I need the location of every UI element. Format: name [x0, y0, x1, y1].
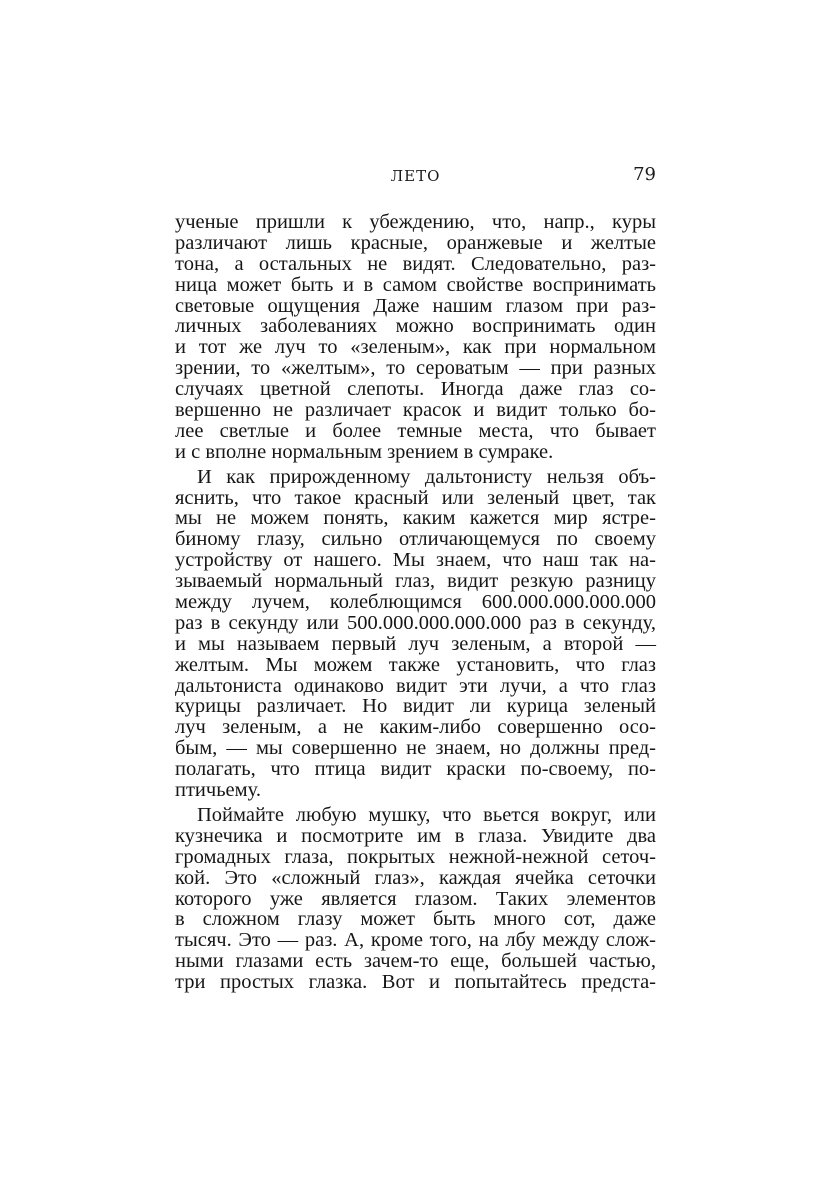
text-line: между лучем, колеблющимся 600.000.000.000.000 — [175, 591, 656, 614]
text-line: которого уже является глазом. Таких элементов — [175, 887, 656, 910]
text-line: кузнечика и посмотрите им в глаза. Увидите два — [175, 824, 656, 847]
text-line: вершенно не различает красок и видит только бо- — [175, 399, 656, 422]
text-line: устройству от нашего. Мы знаем, что наш так на- — [175, 549, 656, 572]
text-line: птичьему. — [175, 779, 261, 802]
text-line: три простых глазка. Вот и попытайтесь предста- — [175, 971, 656, 994]
text-line: Поймайте любую мушку, что вьется вокруг, или — [197, 803, 656, 826]
text-line: и тот же луч то «зеленым», как при нормальном — [175, 336, 656, 359]
text-line: раз в секунду или 500.000.000.000.000 раз в секунду, — [175, 611, 656, 634]
text-line: тона, а остальных не видят. Следовательно, раз- — [175, 252, 656, 275]
text-line: тысяч. Это — раз. А, кроме того, на лбу между слож- — [175, 929, 656, 952]
text-line: световые ощущения Даже нашим глазом при раз- — [175, 294, 656, 317]
text-line: различают лишь красные, оранжевые и желтые — [175, 231, 656, 254]
text-line: случаях цветной слепоты. Иногда даже глаз со- — [175, 378, 656, 401]
text-line: громадных глаза, покрытых нежной-нежной сеточ- — [175, 845, 656, 868]
running-title: ЛЕТО — [390, 167, 441, 185]
text-line: ученые пришли к убеждению, что, напр., куры — [175, 211, 656, 233]
page-number: 79 — [633, 164, 656, 185]
text-line: луч зеленым, а не каким-либо совершенно осо- — [175, 716, 656, 739]
text-line: бым, — мы совершенно не знаем, но должны пред- — [175, 737, 656, 760]
text-line: желтым. Мы можем также установить, что глаз — [175, 653, 656, 676]
text-line: яснить, что такое красный или зеленый цвет, так — [175, 486, 656, 509]
text-line: кой. Это «сложный глаз», каждая ячейка сеточки — [175, 866, 656, 889]
text-line: полагать, что птица видит краски по-своему, по- — [175, 758, 656, 781]
text-line: и мы называем первый луч зеленым, а второй — — [175, 632, 656, 655]
text-line: ница может быть и в самом свойстве воспринимать — [175, 273, 656, 296]
text-line: ными глазами есть зачем-то еще, большей частью, — [175, 950, 656, 973]
text-line: биному глазу, сильно отличающемуся по своему — [175, 528, 656, 551]
body-text — [175, 212, 656, 993]
text-line: мы не можем понять, каким кажется мир ястре- — [175, 507, 656, 530]
text-line: зрении, то «желтым», то сероватым — при разных — [175, 357, 656, 380]
text-line: дальтониста одинаково видит эти лучи, а что глаз — [175, 674, 656, 697]
text-line: в сложном глазу может быть много сот, даже — [175, 908, 656, 931]
text-line: лее светлые и более темные места, что бывает — [175, 419, 656, 442]
text-line: зываемый нормальный глаз, видит резкую разницу — [175, 570, 656, 593]
text-line: и с вполне нормальным зрением в сумраке. — [175, 440, 554, 463]
text-line: курицы различает. Но видит ли курица зеленый — [175, 695, 656, 718]
running-head — [175, 164, 656, 188]
text-line: личных заболеваниях можно воспринимать один — [175, 315, 656, 338]
text-line: И как прирожденному дальтонисту нельзя объ- — [197, 465, 656, 488]
